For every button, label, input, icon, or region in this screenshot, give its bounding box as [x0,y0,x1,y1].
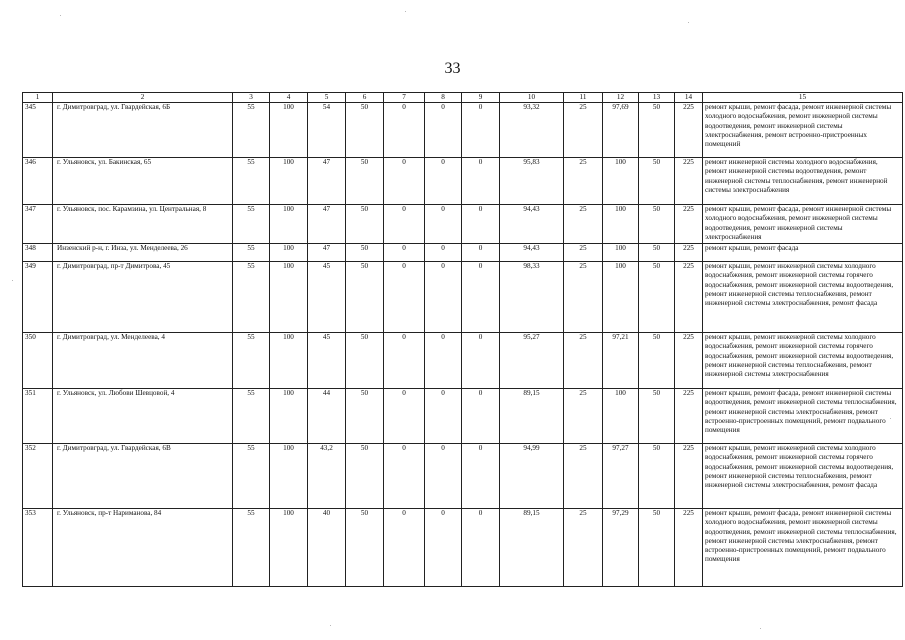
cell-c8: 0 [425,389,462,444]
cell-c13: 50 [639,333,675,389]
cell-address: г. Димитровград, ул. Менделеева, 4 [53,333,233,389]
cell-c14: 225 [675,333,703,389]
cell-c5: 43,2 [308,444,346,509]
cell-address: г. Димитровград, ул. Гвардейская, 6В [53,444,233,509]
page-number: 33 [444,60,461,77]
column-number-7: 7 [384,93,425,103]
cell-c3: 55 [233,333,270,389]
cell-c3: 55 [233,389,270,444]
column-number-11: 11 [564,93,603,103]
column-number-9: 9 [462,93,500,103]
cell-c6: 50 [346,333,384,389]
cell-c12: 100 [603,262,639,333]
scan-speck [760,628,761,629]
cell-c14: 225 [675,389,703,444]
cell-c5: 45 [308,262,346,333]
table-row [23,262,903,333]
cell-c14: 225 [675,158,703,205]
table-row [23,103,903,158]
cell-c4: 100 [270,333,308,389]
cell-repair-works: ремонт крыши, ремонт фасада [703,244,903,262]
cell-c5: 44 [308,389,346,444]
cell-c14: 225 [675,103,703,158]
cell-c12: 100 [603,158,639,205]
cell-c13: 50 [639,262,675,333]
cell-c4: 100 [270,103,308,158]
cell-c11: 25 [564,205,603,244]
cell-address: г. Димитровград, ул. Гвардейская, 6Б [53,103,233,158]
cell-c7: 0 [384,444,425,509]
cell-c3: 55 [233,509,270,587]
cell-address: г. Димитровград, пр-т Димитрова, 45 [53,262,233,333]
cell-c9: 0 [462,262,500,333]
cell-repair-works: ремонт крыши, ремонт фасада, ремонт инженерной системы холодного водоснабжения, ремонт инженерной системы водоотведения, ремонт инженерной системы электроснабжения, ремонт встроенно-пристроенных помещений [703,103,903,158]
cell-c6: 50 [346,244,384,262]
table-row [23,389,903,444]
cell-c8: 0 [425,103,462,158]
cell-c7: 0 [384,158,425,205]
cell-c13: 50 [639,444,675,509]
cell-c13: 50 [639,205,675,244]
cell-row-number: 352 [23,444,53,509]
scan-speck [890,418,891,419]
cell-c13: 50 [639,158,675,205]
cell-c7: 0 [384,389,425,444]
cell-c9: 0 [462,444,500,509]
cell-repair-works: ремонт крыши, ремонт фасада, ремонт инженерной системы водоотведения, ремонт инженерной системы теплоснабжения, ремонт инженерной системы электроснабжения, ремонт встроенно-пристроенных помещений, ремонт подвального помещения [703,389,903,444]
cell-c10: 98,33 [500,262,564,333]
cell-repair-works: ремонт крыши, ремонт инженерной системы холодного водоснабжения, ремонт инженерной системы горячего водоснабжения, ремонт инженерной системы водоотведения, ремонт инженерной системы теплоснабжения, ремонт инженерной системы электроснабжения [703,333,903,389]
cell-c8: 0 [425,244,462,262]
column-number-15: 15 [703,93,903,103]
cell-c10: 94,99 [500,444,564,509]
cell-c3: 55 [233,103,270,158]
cell-c13: 50 [639,509,675,587]
cell-c12: 97,21 [603,333,639,389]
cell-row-number: 347 [23,205,53,244]
cell-c11: 25 [564,389,603,444]
cell-c14: 225 [675,509,703,587]
cell-address: г. Ульяновск, пос. Карамзина, ул. Центральная, 8 [53,205,233,244]
cell-c12: 97,27 [603,444,639,509]
cell-c5: 47 [308,205,346,244]
cell-row-number: 345 [23,103,53,158]
cell-c13: 50 [639,244,675,262]
cell-address: г. Ульяновск, ул. Любови Шевцовой, 4 [53,389,233,444]
cell-address: Инзенский р-н, г. Инза, ул. Менделеева, 26 [53,244,233,262]
cell-c11: 25 [564,244,603,262]
cell-c4: 100 [270,389,308,444]
cell-row-number: 348 [23,244,53,262]
cell-c7: 0 [384,333,425,389]
column-number-13: 13 [639,93,675,103]
column-number-2: 2 [53,93,233,103]
table-row [23,205,903,244]
cell-c4: 100 [270,244,308,262]
column-number-12: 12 [603,93,639,103]
cell-c8: 0 [425,333,462,389]
cell-c6: 50 [346,262,384,333]
table-row [23,158,903,205]
cell-repair-works: ремонт крыши, ремонт инженерной системы холодного водоснабжения, ремонт инженерной системы горячего водоснабжения, ремонт инженерной системы водоотведения, ремонт инженерной системы теплоснабжения, ремонт инженерной системы электроснабжения, ремонт фасада [703,444,903,509]
cell-c8: 0 [425,444,462,509]
scan-speck [330,625,331,626]
cell-c7: 0 [384,244,425,262]
cell-c11: 25 [564,444,603,509]
cell-c10: 95,83 [500,158,564,205]
cell-c6: 50 [346,444,384,509]
cell-c14: 225 [675,262,703,333]
cell-c12: 100 [603,389,639,444]
cell-c14: 225 [675,205,703,244]
cell-repair-works: ремонт крыши, ремонт инженерной системы холодного водоснабжения, ремонт инженерной системы горячего водоснабжения, ремонт инженерной системы водоотведения, ремонт инженерной системы теплоснабжения, ремонт инженерной системы электроснабжения, ремонт фасада [703,262,903,333]
column-number-row [23,93,903,103]
cell-c3: 55 [233,262,270,333]
cell-row-number: 351 [23,389,53,444]
cell-c5: 47 [308,244,346,262]
cell-c7: 0 [384,262,425,333]
cell-c6: 50 [346,509,384,587]
column-number-4: 4 [270,93,308,103]
table-row [23,333,903,389]
cell-c12: 97,29 [603,509,639,587]
cell-c3: 55 [233,244,270,262]
cell-c9: 0 [462,509,500,587]
cell-c11: 25 [564,103,603,158]
cell-c6: 50 [346,103,384,158]
cell-repair-works: ремонт крыши, ремонт фасада, ремонт инженерной системы холодного водоснабжения, ремонт инженерной системы водоотведения, ремонт инженерной системы теплоснабжения, ремонт инженерной системы электроснабжения, ремонт встроенно-пристроенных помещений, ремонт подвального помещения [703,509,903,587]
cell-address: г. Ульяновск, пр-т Нариманова, 84 [53,509,233,587]
cell-c10: 95,27 [500,333,564,389]
cell-c9: 0 [462,244,500,262]
cell-c6: 50 [346,158,384,205]
cell-c14: 225 [675,244,703,262]
column-number-5: 5 [308,93,346,103]
column-number-10: 10 [500,93,564,103]
cell-c8: 0 [425,158,462,205]
cell-c3: 55 [233,158,270,205]
cell-c5: 47 [308,158,346,205]
cell-row-number: 350 [23,333,53,389]
cell-c14: 225 [675,444,703,509]
cell-c11: 25 [564,262,603,333]
cell-c4: 100 [270,205,308,244]
cell-repair-works: ремонт крыши, ремонт фасада, ремонт инженерной системы холодного водоснабжения, ремонт инженерной системы водоотведения, ремонт инженерной системы электроснабжения [703,205,903,244]
repair-program-table [22,92,903,587]
column-number-3: 3 [233,93,270,103]
table-row [23,444,903,509]
cell-c7: 0 [384,205,425,244]
column-number-1: 1 [23,93,53,103]
table-row [23,244,903,262]
cell-c4: 100 [270,158,308,205]
cell-c10: 89,15 [500,389,564,444]
cell-c10: 94,43 [500,205,564,244]
cell-row-number: 353 [23,509,53,587]
cell-c3: 55 [233,205,270,244]
cell-c10: 89,15 [500,509,564,587]
cell-c6: 50 [346,389,384,444]
cell-c8: 0 [425,262,462,333]
cell-c9: 0 [462,103,500,158]
scan-speck [405,11,406,12]
cell-repair-works: ремонт инженерной системы холодного водоснабжения, ремонт инженерной системы водоотведения, ремонт инженерной системы теплоснабжения, ремонт инженерной системы электроснабжения [703,158,903,205]
cell-c12: 100 [603,205,639,244]
column-number-8: 8 [425,93,462,103]
cell-c11: 25 [564,333,603,389]
cell-c5: 40 [308,509,346,587]
cell-c7: 0 [384,103,425,158]
cell-c5: 45 [308,333,346,389]
cell-c10: 93,32 [500,103,564,158]
cell-c13: 50 [639,389,675,444]
cell-c9: 0 [462,389,500,444]
cell-c10: 94,43 [500,244,564,262]
cell-c9: 0 [462,205,500,244]
cell-c6: 50 [346,205,384,244]
cell-row-number: 346 [23,158,53,205]
cell-c9: 0 [462,158,500,205]
cell-row-number: 349 [23,262,53,333]
cell-c7: 0 [384,509,425,587]
cell-c5: 54 [308,103,346,158]
cell-c11: 25 [564,509,603,587]
cell-c4: 100 [270,262,308,333]
cell-c13: 50 [639,103,675,158]
scan-speck [60,15,61,16]
cell-c4: 100 [270,444,308,509]
cell-c3: 55 [233,444,270,509]
cell-c4: 100 [270,509,308,587]
cell-c8: 0 [425,509,462,587]
column-number-14: 14 [675,93,703,103]
cell-c12: 100 [603,244,639,262]
cell-address: г. Ульяновск, ул. Бакинская, 65 [53,158,233,205]
cell-c12: 97,69 [603,103,639,158]
scan-speck [12,280,13,281]
cell-c11: 25 [564,158,603,205]
scan-speck [688,22,689,23]
cell-c9: 0 [462,333,500,389]
table-row [23,509,903,587]
column-number-6: 6 [346,93,384,103]
cell-c8: 0 [425,205,462,244]
